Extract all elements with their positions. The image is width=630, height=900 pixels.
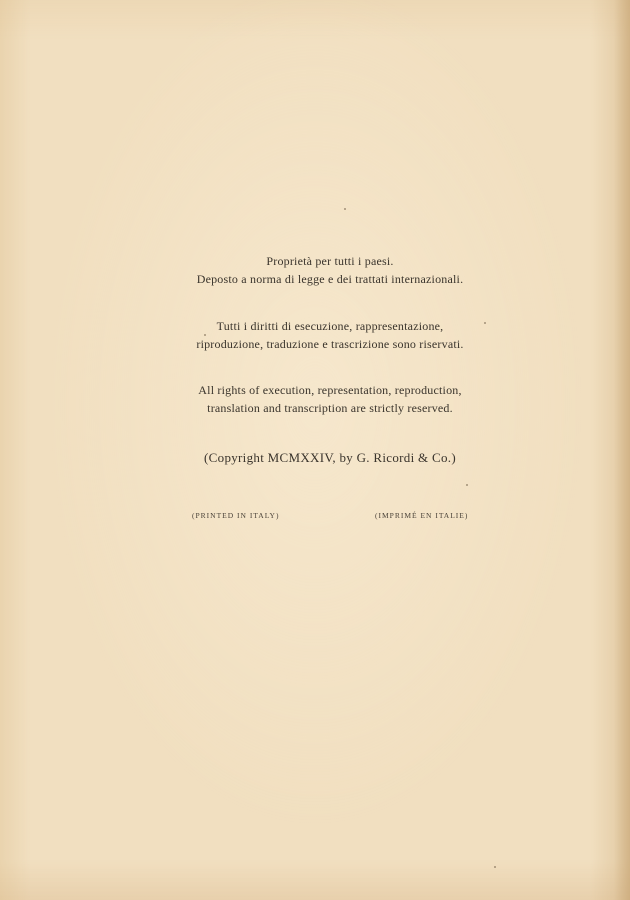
ownership-line-1: Proprietà per tutti i paesi. [266, 254, 394, 268]
paper-speck [466, 484, 468, 486]
copyright-text: (Copyright MCMXXIV, by G. Ricordi & Co.) [204, 450, 456, 465]
rights-notice-english [0, 381, 630, 417]
rights-english-line-1: All rights of execution, representation, reproduction, [198, 383, 462, 397]
paper-speck [344, 208, 346, 210]
rights-italian-line-1: Tutti i diritti di esecuzione, rappresentazione, [216, 319, 444, 333]
rights-italian-line-2: riproduzione, traduzione e trascrizione sono riservati. [196, 337, 464, 351]
rights-notice-italian [0, 317, 630, 353]
imprime-en-italie-label: (IMPRIMÉ EN ITALIE) [375, 511, 469, 520]
paper-speck [494, 866, 496, 868]
ownership-line-2: Deposto a norma di legge e dei trattati internazionali. [196, 272, 464, 286]
paper-speck [204, 334, 206, 336]
ownership-notice [0, 252, 630, 288]
copyright-notice [0, 449, 630, 467]
printed-in-italy-label: (PRINTED IN ITALY) [192, 511, 280, 520]
paper-speck [484, 322, 486, 324]
rights-english-line-2: translation and transcription are strictly reserved. [207, 401, 453, 415]
